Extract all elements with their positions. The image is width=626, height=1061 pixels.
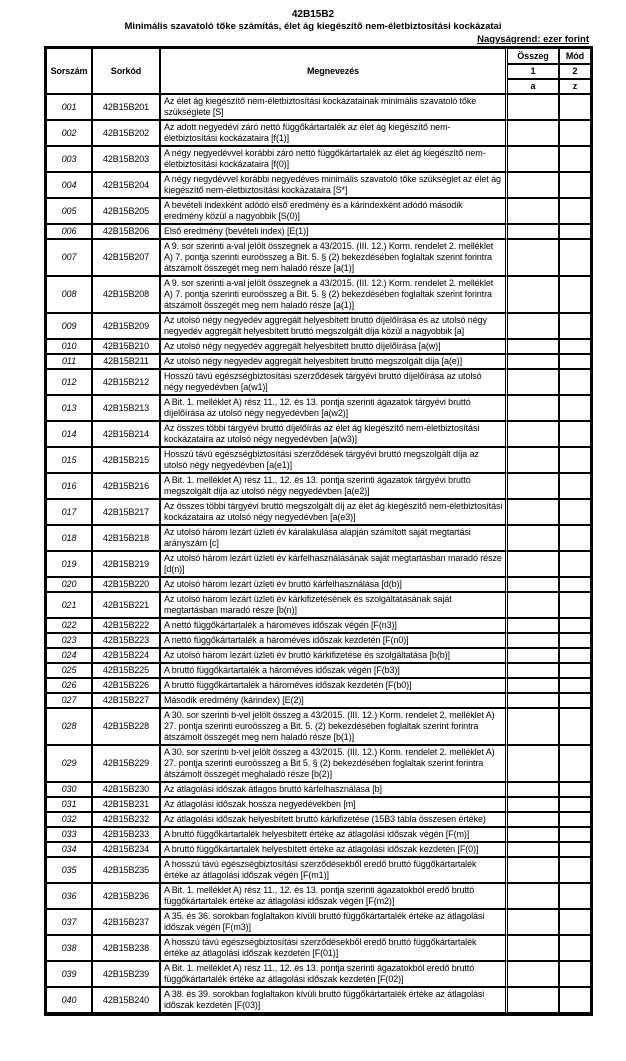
row-description-cell: A Bit. 1. melléklet A) rész 11., 12. és 13. pontja szerinti ágazatokból eredő bruttó függőkártartalék értéke az átlagolási időszak kezdetén [F(02)] (160, 961, 508, 987)
row-code-cell: 42B15B236 (92, 883, 160, 909)
row-number-cell: 031 (46, 797, 92, 812)
mod-value-cell (559, 120, 591, 146)
osszeg-value-cell (508, 313, 559, 339)
row-code-cell: 42B15B239 (92, 961, 160, 987)
row-number-cell: 036 (46, 883, 92, 909)
row-number-cell: 034 (46, 842, 92, 857)
mod-value-cell (559, 842, 591, 857)
mod-value-cell (559, 339, 591, 354)
mod-value-cell (559, 525, 591, 551)
table-row (46, 172, 591, 198)
row-description-cell: Második eredmény (kárindex) [E(2)] (160, 693, 508, 708)
osszeg-value-cell (508, 648, 559, 663)
row-description-cell: Az utolsó három lezárt üzleti év bruttó kárfelhasználása [d(b)] (160, 577, 508, 592)
table-row (46, 313, 591, 339)
row-number-cell: 026 (46, 678, 92, 693)
row-code-cell: 42B15B202 (92, 120, 160, 146)
mod-value-cell (559, 499, 591, 525)
row-number-cell: 040 (46, 987, 92, 1013)
table-row (46, 339, 591, 354)
mod-value-cell (559, 987, 591, 1013)
osszeg-value-cell (508, 812, 559, 827)
header-sorkod: Sorkód (92, 48, 160, 94)
table-row (46, 369, 591, 395)
osszeg-value-cell (508, 339, 559, 354)
row-code-cell: 42B15B234 (92, 842, 160, 857)
row-description-cell: A Bit. 1. melléklet A) rész 11., 12. és 13. pontja szerinti ágazatokból eredő bruttó függőkártartalék értéke az átlagolási időszak végén [F(m2)] (160, 883, 508, 909)
mod-value-cell (559, 935, 591, 961)
row-number-cell: 008 (46, 276, 92, 313)
scale-note: Nagyságrend: ezer forint (477, 34, 589, 45)
osszeg-value-cell (508, 551, 559, 577)
osszeg-value-cell (508, 782, 559, 797)
table-row (46, 812, 591, 827)
mod-value-cell (559, 708, 591, 745)
osszeg-value-cell (508, 421, 559, 447)
row-number-cell: 025 (46, 663, 92, 678)
osszeg-value-cell (508, 842, 559, 857)
table-row (46, 577, 591, 592)
row-description-cell: A bruttó függőkártartalék helyesbített értéke az átlagolási időszak végén [F(m)] (160, 827, 508, 842)
table-row (46, 120, 591, 146)
row-code-cell: 42B15B207 (92, 239, 160, 276)
osszeg-value-cell (508, 276, 559, 313)
osszeg-value-cell (508, 883, 559, 909)
row-number-cell: 002 (46, 120, 92, 146)
table-row (46, 447, 591, 473)
row-number-cell: 005 (46, 198, 92, 224)
mod-value-cell (559, 239, 591, 276)
table-row (46, 797, 591, 812)
row-code-cell: 42B15B227 (92, 693, 160, 708)
table-row (46, 354, 591, 369)
row-code-cell: 42B15B215 (92, 447, 160, 473)
row-number-cell: 003 (46, 146, 92, 172)
osszeg-value-cell (508, 708, 559, 745)
header-col-number-mod: 2 (559, 64, 591, 79)
row-number-cell: 019 (46, 551, 92, 577)
row-code-cell: 42B15B216 (92, 473, 160, 499)
row-code-cell: 42B15B221 (92, 592, 160, 618)
row-code-cell: 42B15B210 (92, 339, 160, 354)
osszeg-value-cell (508, 909, 559, 935)
mod-value-cell (559, 883, 591, 909)
header-sorszam: Sorszám (46, 48, 92, 94)
row-code-cell: 42B15B204 (92, 172, 160, 198)
row-number-cell: 038 (46, 935, 92, 961)
mod-value-cell (559, 447, 591, 473)
row-number-cell: 013 (46, 395, 92, 421)
row-code-cell: 42B15B238 (92, 935, 160, 961)
row-number-cell: 037 (46, 909, 92, 935)
row-number-cell: 007 (46, 239, 92, 276)
row-number-cell: 021 (46, 592, 92, 618)
table-row (46, 618, 591, 633)
row-code-cell: 42B15B230 (92, 782, 160, 797)
row-code-cell: 42B15B205 (92, 198, 160, 224)
osszeg-value-cell (508, 146, 559, 172)
table-row (46, 633, 591, 648)
row-code-cell: 42B15B222 (92, 618, 160, 633)
row-number-cell: 015 (46, 447, 92, 473)
row-code-cell: 42B15B224 (92, 648, 160, 663)
row-description-cell: Az összes többi tárgyévi bruttó megszolgált díj az élet ág kiegészítő nem-életbiztosítási kockázataira az utolsó négy negyedévben [a(e3)] (160, 499, 508, 525)
row-description-cell: Első eredmény (bevételi index) [E(1)] (160, 224, 508, 239)
row-description-cell: Az utolsó három lezárt üzleti év bruttó kárkifizetése és szolgáltatása [b(b)] (160, 648, 508, 663)
mod-value-cell (559, 633, 591, 648)
table-row (46, 421, 591, 447)
row-code-cell: 42B15B231 (92, 797, 160, 812)
table-row (46, 276, 591, 313)
table-row (46, 842, 591, 857)
row-description-cell: A Bit. 1. melléklet A) rész 11., 12. és 13. pontja szerinti ágazatok tárgyévi bruttó díjelőírása az utolsó négy negyedévben [a(w2)] (160, 395, 508, 421)
row-number-cell: 009 (46, 313, 92, 339)
row-number-cell: 014 (46, 421, 92, 447)
osszeg-value-cell (508, 745, 559, 782)
table-row (46, 395, 591, 421)
row-code-cell: 42B15B232 (92, 812, 160, 827)
mod-value-cell (559, 421, 591, 447)
row-description-cell: A bevételi indexként adódó első eredmény és a kárindexként adódó második eredmény közül a nagyobbik [S(0)] (160, 198, 508, 224)
row-code-cell: 42B15B217 (92, 499, 160, 525)
osszeg-value-cell (508, 94, 559, 120)
header-osszeg: Összeg (508, 48, 559, 64)
row-code-cell: 42B15B229 (92, 745, 160, 782)
mod-value-cell (559, 812, 591, 827)
osszeg-value-cell (508, 447, 559, 473)
table-row (46, 857, 591, 883)
table-row (46, 198, 591, 224)
mod-value-cell (559, 224, 591, 239)
row-description-cell: A négy negydévvel korábbi negyedéves minimális szavatoló tőke szükséglet az élet ág kiegészítő nem-életbiztosítási kockázataira [S*] (160, 172, 508, 198)
row-code-cell: 42B15B211 (92, 354, 160, 369)
row-code-cell: 42B15B208 (92, 276, 160, 313)
row-number-cell: 030 (46, 782, 92, 797)
row-code-cell: 42B15B228 (92, 708, 160, 745)
row-number-cell: 028 (46, 708, 92, 745)
row-number-cell: 024 (46, 648, 92, 663)
osszeg-value-cell (508, 618, 559, 633)
row-description-cell: Az utolsó három lezárt üzleti év kárfelhasználásának saját megtartásban maradó része [d(n)] (160, 551, 508, 577)
row-code-cell: 42B15B225 (92, 663, 160, 678)
mod-value-cell (559, 745, 591, 782)
row-number-cell: 010 (46, 339, 92, 354)
row-description-cell: Az utolsó négy negyedév aggregált helyesbített bruttó megszolgált díja [a(e)] (160, 354, 508, 369)
osszeg-value-cell (508, 693, 559, 708)
table-row (46, 909, 591, 935)
mod-value-cell (559, 473, 591, 499)
table-row (46, 94, 591, 120)
row-code-cell: 42B15B220 (92, 577, 160, 592)
row-description-cell: Az adott negyedévi záró nettó függőkártartalék az élet ág kiegészítő nem-életbiztosítási kockázataira [f(1)] (160, 120, 508, 146)
osszeg-value-cell (508, 369, 559, 395)
osszeg-value-cell (508, 525, 559, 551)
mod-value-cell (559, 663, 591, 678)
row-code-cell: 42B15B237 (92, 909, 160, 935)
row-description-cell: A hosszú távú egészségbiztosítási szerződésekből eredő bruttó függőkártartalék értéke az átlagolási időszak végén [F(m1)] (160, 857, 508, 883)
row-description-cell: A 30. sor szerinti b-vel jelölt összeg a 43/2015. (III. 12.) Korm. rendelet 2. melléklet A) 27. pontja szerinti euroösszeg a Bit. 5. (2) bekezdésében foglaltak szerint forintra átszámolt összegét meg nem haladó része [b(1)] (160, 708, 508, 745)
mod-value-cell (559, 313, 591, 339)
mod-value-cell (559, 648, 591, 663)
mod-value-cell (559, 857, 591, 883)
osszeg-value-cell (508, 857, 559, 883)
row-number-cell: 006 (46, 224, 92, 239)
mod-value-cell (559, 276, 591, 313)
table-row (46, 525, 591, 551)
mod-value-cell (559, 961, 591, 987)
mod-value-cell (559, 618, 591, 633)
osszeg-value-cell (508, 592, 559, 618)
row-number-cell: 001 (46, 94, 92, 120)
row-code-cell: 42B15B203 (92, 146, 160, 172)
row-number-cell: 018 (46, 525, 92, 551)
row-description-cell: Az átlagolási időszak átlagos bruttó kárfelhasználása [b] (160, 782, 508, 797)
row-number-cell: 016 (46, 473, 92, 499)
mod-value-cell (559, 551, 591, 577)
row-description-cell: Az átlagolási időszak hossza negyedévekben [m] (160, 797, 508, 812)
osszeg-value-cell (508, 172, 559, 198)
row-number-cell: 033 (46, 827, 92, 842)
row-code-cell: 42B15B240 (92, 987, 160, 1013)
row-code-cell: 42B15B214 (92, 421, 160, 447)
row-number-cell: 039 (46, 961, 92, 987)
row-description-cell: A bruttó függőkártartalék a hároméves időszak végén [F(b3)] (160, 663, 508, 678)
row-description-cell: Az utolsó négy negyedév aggregált helyesbített bruttó díjelőírása és az utolsó négy negyedév aggregált helyesbített bruttó megszolgált díja közül a nagyobbik [a] (160, 313, 508, 339)
row-number-cell: 035 (46, 857, 92, 883)
row-code-cell: 42B15B206 (92, 224, 160, 239)
row-number-cell: 027 (46, 693, 92, 708)
table-row (46, 224, 591, 239)
mod-value-cell (559, 577, 591, 592)
osszeg-value-cell (508, 499, 559, 525)
row-description-cell: Az élet ág kiegészítő nem-életbiztosítási kockázatainak minimális szavatoló tőke szükséglete [S] (160, 94, 508, 120)
row-number-cell: 032 (46, 812, 92, 827)
osszeg-value-cell (508, 473, 559, 499)
osszeg-value-cell (508, 797, 559, 812)
row-number-cell: 011 (46, 354, 92, 369)
row-description-cell: A hosszú távú egészségbiztosítási szerződésekből eredő bruttó függőkártartalék értéke az átlagolási időszak kezdetén [F(01)] (160, 935, 508, 961)
table-row (46, 663, 591, 678)
row-description-cell: Az átlagolási időszak helyesbített bruttó kárkifizetése (15B3 tábla összesen értéke) (160, 812, 508, 827)
table-row (46, 745, 591, 782)
row-description-cell: Az utolsó három lezárt üzleti év kárkifizetésének és szolgáltatásának saját megtartásban maradó része [b(n)] (160, 592, 508, 618)
row-number-cell: 017 (46, 499, 92, 525)
row-code-cell: 42B15B213 (92, 395, 160, 421)
row-code-cell: 42B15B201 (92, 94, 160, 120)
row-description-cell: A bruttó függőkártartalék helyesbített értéke az átlagolási időszak kezdetén [F(0)] (160, 842, 508, 857)
osszeg-value-cell (508, 577, 559, 592)
row-description-cell: A négy negyedévvel korábbi záró nettó függőkártartalék az élet ág kiegészítő nem-életbiztosítási kockázataira [f(0)] (160, 146, 508, 172)
row-code-cell: 42B15B223 (92, 633, 160, 648)
row-description-cell: Hosszú távú egészségbiztosítási szerződések tárgyévi bruttó megszolgált díja az utolsó négy negyedévben [a(e1)] (160, 447, 508, 473)
row-code-cell: 42B15B235 (92, 857, 160, 883)
row-code-cell: 42B15B209 (92, 313, 160, 339)
mod-value-cell (559, 693, 591, 708)
osszeg-value-cell (508, 198, 559, 224)
row-number-cell: 012 (46, 369, 92, 395)
row-code-cell: 42B15B218 (92, 525, 160, 551)
table-row (46, 693, 591, 708)
table-row (46, 499, 591, 525)
header-col-letter-mod: z (559, 79, 591, 94)
table-body (46, 94, 591, 1013)
row-number-cell: 023 (46, 633, 92, 648)
mod-value-cell (559, 592, 591, 618)
osszeg-value-cell (508, 633, 559, 648)
row-description-cell: A 38. és 39. sorokban foglaltakon kívüli bruttó függőkártartalék értéke az átlagolási időszak kezdetén [F(03)] (160, 987, 508, 1013)
table-row (46, 827, 591, 842)
osszeg-value-cell (508, 239, 559, 276)
mod-value-cell (559, 94, 591, 120)
osszeg-value-cell (508, 987, 559, 1013)
osszeg-value-cell (508, 395, 559, 421)
row-description-cell: A nettó függőkártartalék a hároméves időszak kezdetén [F(n0)] (160, 633, 508, 648)
table-row (46, 708, 591, 745)
mod-value-cell (559, 678, 591, 693)
mod-value-cell (559, 797, 591, 812)
mod-value-cell (559, 146, 591, 172)
osszeg-value-cell (508, 827, 559, 842)
row-description-cell: Hosszú távú egészségbiztosítási szerződések tárgyévi bruttó díjelőírása az utolsó négy negyedévben [a(w1)] (160, 369, 508, 395)
row-description-cell: A 30. sor szerinti b-vel jelölt összeg a 43/2015. (III. 12.) Korm. rendelet 2. melléklet A) 27. pontja szerinti euroösszeg a Bit 5. § (2) bekezdésében foglaltak szerint forintra átszámolt összegét meghaladó része [b(2)] (160, 745, 508, 782)
row-description-cell: Az utolsó három lezárt üzleti év káralakulása alapján számított saját megtartási arányszám [c] (160, 525, 508, 551)
table-row (46, 678, 591, 693)
header-col-letter-osszeg: a (508, 79, 559, 94)
mod-value-cell (559, 369, 591, 395)
row-description-cell: A 9. sor szerinti a-val jelölt összegnek a 43/2015. (III. 12.) Korm. rendelet 2. melléklet A) 7. pontja szerinti euroösszeg a Bit. 5. § (2) bekezdésében foglaltak szerint forintra átszámolt összegét meg nem haladó része [a(1)] (160, 239, 508, 276)
osszeg-value-cell (508, 354, 559, 369)
table-row (46, 987, 591, 1013)
table-row (46, 961, 591, 987)
header-col-number-osszeg: 1 (508, 64, 559, 79)
osszeg-value-cell (508, 120, 559, 146)
mod-value-cell (559, 395, 591, 421)
table-row (46, 473, 591, 499)
row-number-cell: 020 (46, 577, 92, 592)
table-row (46, 239, 591, 276)
row-description-cell: Az összes többi tárgyévi bruttó díjelőírás az élet ág kiegészítő nem-életbiztosítási kockázataira az utolsó négy negyedévben [a(w3)] (160, 421, 508, 447)
row-number-cell: 022 (46, 618, 92, 633)
mod-value-cell (559, 198, 591, 224)
table-row (46, 648, 591, 663)
row-description-cell: A bruttó függőkártartalék a hároméves időszak kezdetén [F(b0)] (160, 678, 508, 693)
table-row (46, 782, 591, 797)
mod-value-cell (559, 782, 591, 797)
table-header (46, 48, 591, 94)
row-code-cell: 42B15B226 (92, 678, 160, 693)
row-description-cell: Az utolsó négy negyedév aggregált helyesbített bruttó díjelőírása [a(w)] (160, 339, 508, 354)
mod-value-cell (559, 354, 591, 369)
osszeg-value-cell (508, 663, 559, 678)
row-code-cell: 42B15B219 (92, 551, 160, 577)
form-table (44, 46, 593, 1016)
row-number-cell: 029 (46, 745, 92, 782)
row-description-cell: A 9. sor szerinti a-val jelölt összegnek a 43/2015. (III. 12.) Korm. rendelet 2. melléklet A) 7. pontja szerinti euroösszeg a Bit. 5. § (2) bekezdésében foglaltak szerint forintra átszámolt összegét meg nem haladó része [a(1)] (160, 276, 508, 313)
form-title: Minimális szavatoló tőke számítás, élet ág kiegészítő nem-életbiztosítási kockázatai (124, 21, 502, 32)
table-row (46, 551, 591, 577)
form-code-title: 42B15B2 (291, 9, 335, 20)
table-row (46, 935, 591, 961)
mod-value-cell (559, 909, 591, 935)
row-code-cell: 42B15B212 (92, 369, 160, 395)
row-description-cell: A 35. és 36. sorokban foglaltakon kívüli bruttó függőkártartalék értéke az átlagolási időszak végén [F(m3)] (160, 909, 508, 935)
header-mod: Mód (559, 48, 591, 64)
table-row (46, 592, 591, 618)
row-description-cell: A nettó függőkártartalék a hároméves időszak végén [F(n3)] (160, 618, 508, 633)
osszeg-value-cell (508, 935, 559, 961)
mod-value-cell (559, 827, 591, 842)
table-row (46, 883, 591, 909)
row-description-cell: A Bit. 1. melléklet A) rész 11., 12. és 13. pontja szerinti ágazatok tárgyévi bruttó megszolgált díja az utolsó négy negyedévben [a(e2)] (160, 473, 508, 499)
header-megnevezes: Megnevezés (160, 48, 508, 94)
table-row (46, 146, 591, 172)
osszeg-value-cell (508, 678, 559, 693)
row-code-cell: 42B15B233 (92, 827, 160, 842)
mod-value-cell (559, 172, 591, 198)
osszeg-value-cell (508, 961, 559, 987)
osszeg-value-cell (508, 224, 559, 239)
row-number-cell: 004 (46, 172, 92, 198)
